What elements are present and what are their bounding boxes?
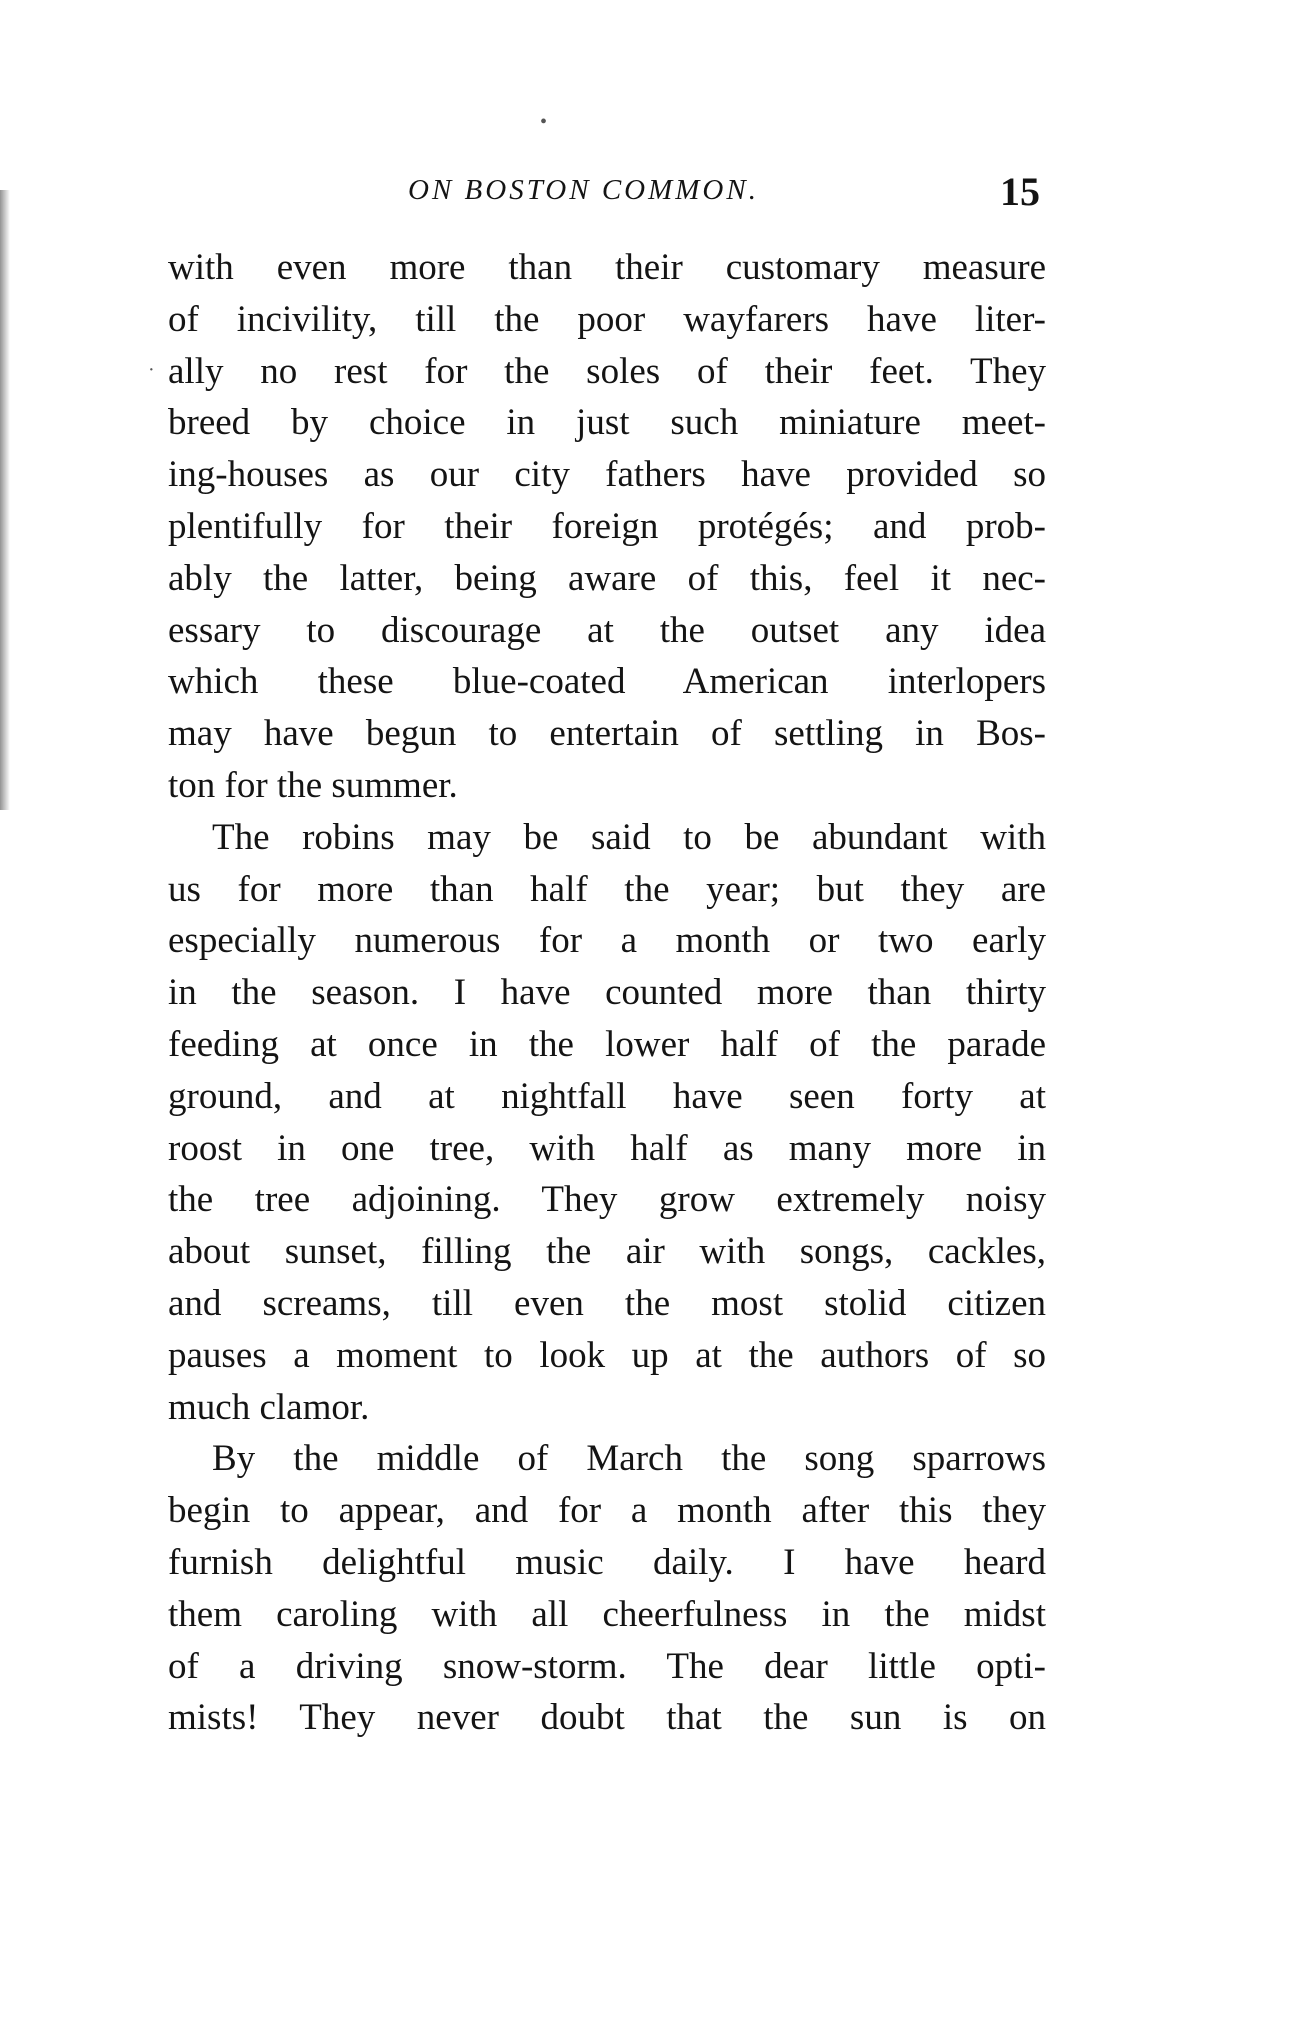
- text-line: roost in one tree, with half as many more in: [168, 1127, 1046, 1169]
- text-line: breed by choice in just such miniature meet-: [168, 402, 1046, 444]
- text-line: and screams, till even the most stolid citizen: [168, 1282, 1046, 1324]
- text-line: them caroling with all cheerfulness in the midst: [168, 1593, 1046, 1635]
- text-line: ton for the summer.: [168, 764, 458, 806]
- margin-dot: ·: [148, 359, 155, 381]
- text-line: ground, and at nightfall have seen forty at: [168, 1075, 1046, 1117]
- text-line: which these blue-coated American interlopers: [168, 661, 1046, 703]
- page-header: [168, 168, 1046, 218]
- text-line: ing-houses as our city fathers have provided so: [168, 454, 1046, 496]
- page-number: 15: [1000, 169, 1040, 214]
- text-line: may have begun to entertain of settling in Bos-: [168, 713, 1046, 755]
- binding-edge: [0, 190, 10, 810]
- text-line: the tree adjoining. They grow extremely noisy: [168, 1179, 1046, 1221]
- text-line: with even more than their customary measure: [168, 247, 1046, 288]
- paragraph-first-line: The robins may be said to be abundant with: [212, 816, 1046, 858]
- text-line: of a driving snow-storm. The dear little opti-: [168, 1645, 1046, 1687]
- paragraph-first-line: By the middle of March the song sparrows: [212, 1438, 1046, 1480]
- text-line: us for more than half the year; but they are: [168, 868, 1046, 910]
- text-line: about sunset, filling the air with songs, cackles,: [168, 1231, 1046, 1273]
- text-line: in the season. I have counted more than thirty: [168, 972, 1046, 1014]
- text-line: pauses a moment to look up at the authors of so: [168, 1334, 1046, 1376]
- text-line: much clamor.: [168, 1386, 370, 1428]
- text-line: feeding at once in the lower half of the parade: [168, 1023, 1046, 1065]
- text-line: ably the latter, being aware of this, feel it nec-: [168, 557, 1046, 599]
- text-line: ally no rest for the soles of their feet. They: [168, 350, 1046, 392]
- text-line: furnish delightful music daily. I have heard: [168, 1541, 1046, 1583]
- text-line: mists! They never doubt that the sun is on: [168, 1697, 1046, 1739]
- ink-speck: •: [540, 111, 548, 133]
- text-line: of incivility, till the poor wayfarers have liter-: [168, 298, 1046, 340]
- running-title: ON BOSTON COMMON.: [408, 174, 759, 206]
- body-text: [168, 242, 1046, 1744]
- text-line: begin to appear, and for a month after this they: [168, 1490, 1046, 1532]
- text-line: plentifully for their foreign protégés; and prob-: [168, 505, 1046, 547]
- text-line: essary to discourage at the outset any idea: [168, 609, 1046, 651]
- text-line: especially numerous for a month or two early: [168, 920, 1046, 962]
